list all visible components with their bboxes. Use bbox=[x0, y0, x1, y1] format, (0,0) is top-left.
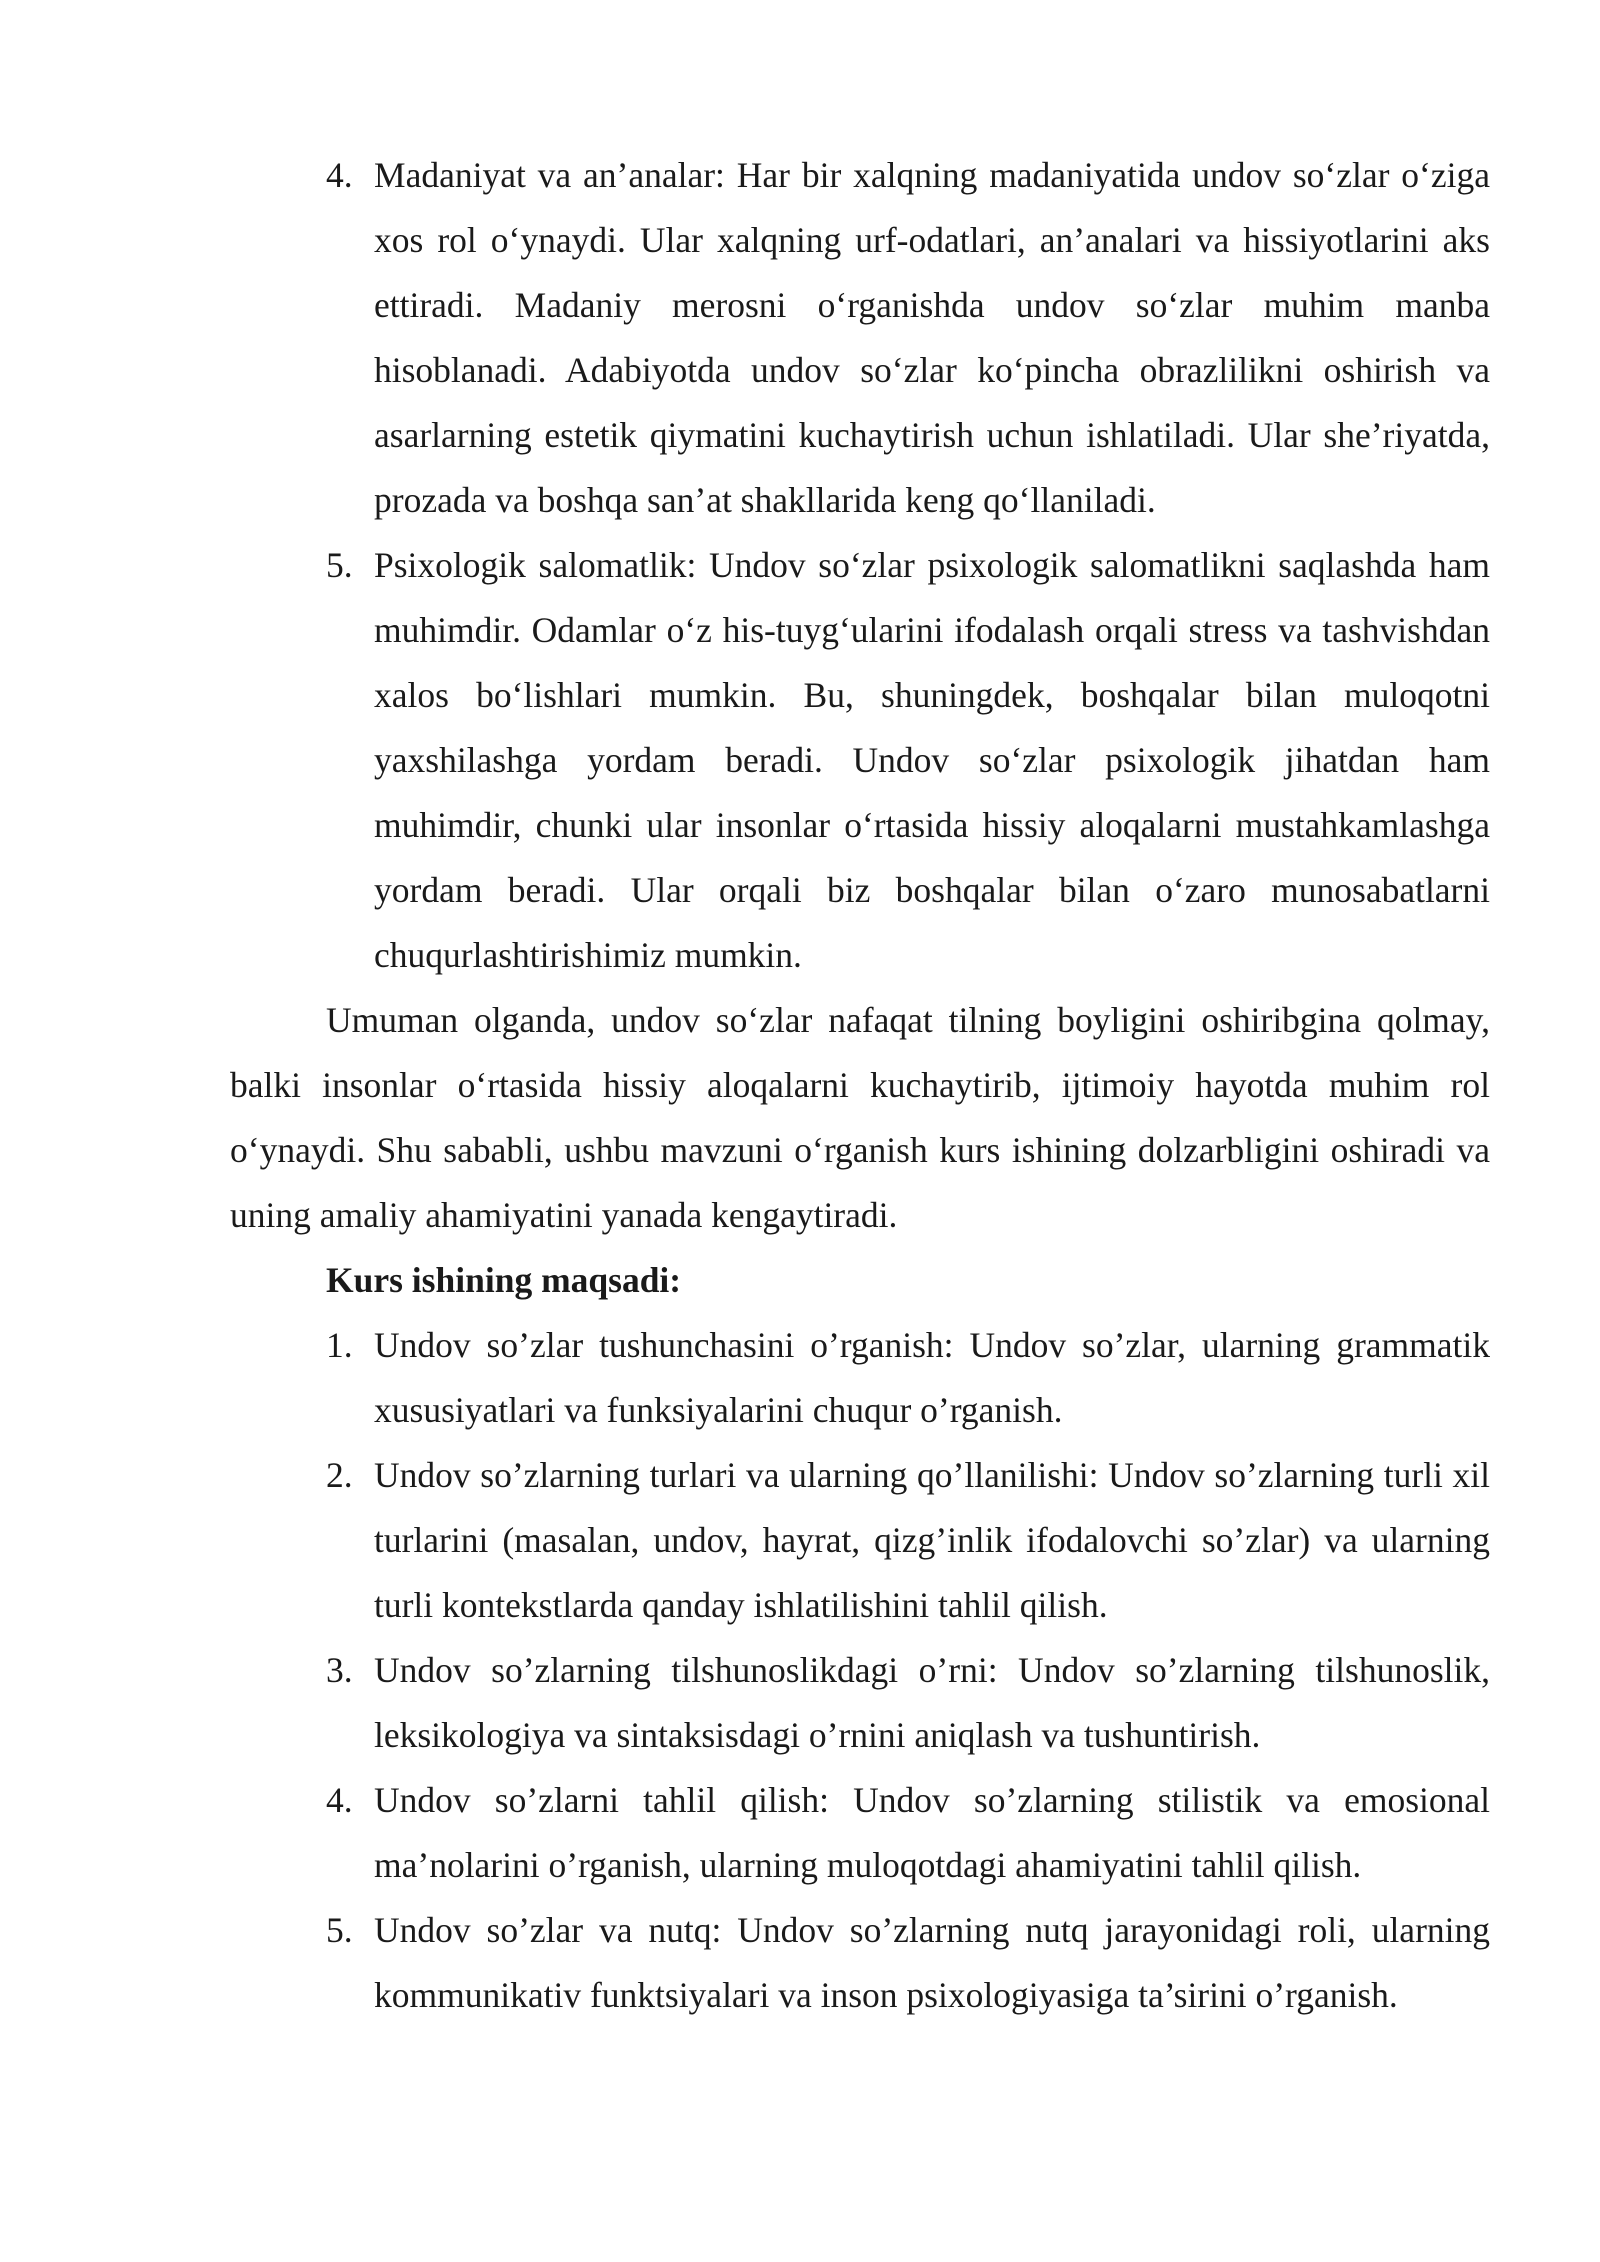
list-item-number: 5. bbox=[326, 545, 353, 585]
list-item-number: 4. bbox=[326, 155, 353, 195]
list-item bbox=[230, 1898, 1490, 2028]
list-item bbox=[230, 533, 1490, 988]
list-item-text: Undov so’zlar va nutq: Undov so’zlarning nutq jarayonidagi roli, ularning kommunikativ funktsiyalari va inson psixologiyasiga ta’sirini o’rganish. bbox=[374, 1910, 1490, 2015]
list-item-number: 4. bbox=[326, 1780, 353, 1820]
list-item-text: Undov so’zlarning turlari va ularning qo’llanilishi: Undov so’zlarning turli xil turlarini (masalan, undov, hayrat, qizg’inlik ifodalovchi so’zlar) va ularning turli kontekstlarda qanday ishlatilishini tahlil qilish. bbox=[374, 1455, 1490, 1625]
list-item-text: Madaniyat va an’analar: Har bir xalqning madaniyatida undov so‘zlar o‘ziga xos rol o‘ynaydi. Ular xalqning urf-odatlari, an’analari va hissiyotlarini aks ettiradi. Madaniy merosni o‘rganishda undov so‘zlar muhim manba hisoblanadi. Adabiyotda undov so‘zlar ko‘pincha obrazlilikni oshirish va asarlarning estetik qiymatini kuchaytirish uchun ishlatiladi. Ular she’riyatda, prozada va boshqa san’at shakllarida keng qo‘llaniladi. bbox=[374, 155, 1490, 520]
list-item-number: 1. bbox=[326, 1325, 353, 1365]
list-item-text: Psixologik salomatlik: Undov so‘zlar psixologik salomatlikni saqlashda ham muhimdir. Odamlar o‘z his-tuyg‘ularini ifodalash orqali stress va tashvishdan xalos bo‘lishlari mumkin. Bu, shuningdek, boshqalar bilan muloqotni yaxshilashga yordam beradi. Undov so‘zlar psixologik jihatdan ham muhimdir, chunki ular insonlar o‘rtasida hissiy aloqalarni mustahkamlashga yordam beradi. Ular orqali biz boshqalar bilan o‘zaro munosabatlarni chuqurlashtirishimiz mumkin. bbox=[374, 545, 1490, 975]
list-item bbox=[230, 1313, 1490, 1443]
goals-heading: Kurs ishining maqsadi: bbox=[326, 1260, 682, 1300]
summary-paragraph: Umuman olganda, undov so‘zlar nafaqat tilning boyligini oshiribgina qolmay, balki insonlar o‘rtasida hissiy aloqalarni kuchaytirib, ijtimoiy hayotda muhim rol o‘ynaydi. Shu sababli, ushbu mavzuni o‘rganish kurs ishining dolzarbligini oshiradi va uning amaliy ahamiyatini yanada kengaytiradi. bbox=[230, 1000, 1490, 1235]
importance-list bbox=[230, 143, 1490, 988]
goals-list bbox=[230, 1313, 1490, 2028]
list-item-number: 3. bbox=[326, 1650, 353, 1690]
page-content bbox=[230, 143, 1490, 2028]
list-item bbox=[230, 1768, 1490, 1898]
list-item-text: Undov so’zlarning tilshunoslikdagi o’rni: Undov so’zlarning tilshunoslik, leksikologiya va sintaksisdagi o’rnini aniqlash va tushuntirish. bbox=[374, 1650, 1490, 1755]
list-item-number: 5. bbox=[326, 1910, 353, 1950]
list-item bbox=[230, 1443, 1490, 1638]
list-item-text: Undov so’zlarni tahlil qilish: Undov so’zlarning stilistik va emosional ma’nolarini o’rganish, ularning muloqotdagi ahamiyatini tahlil qilish. bbox=[374, 1780, 1490, 1885]
list-item-number: 2. bbox=[326, 1455, 353, 1495]
list-item bbox=[230, 143, 1490, 533]
list-item bbox=[230, 1638, 1490, 1768]
list-item-text: Undov so’zlar tushunchasini o’rganish: Undov so’zlar, ularning grammatik xususiyatlari va funksiyalarini chuqur o’rganish. bbox=[374, 1325, 1490, 1430]
